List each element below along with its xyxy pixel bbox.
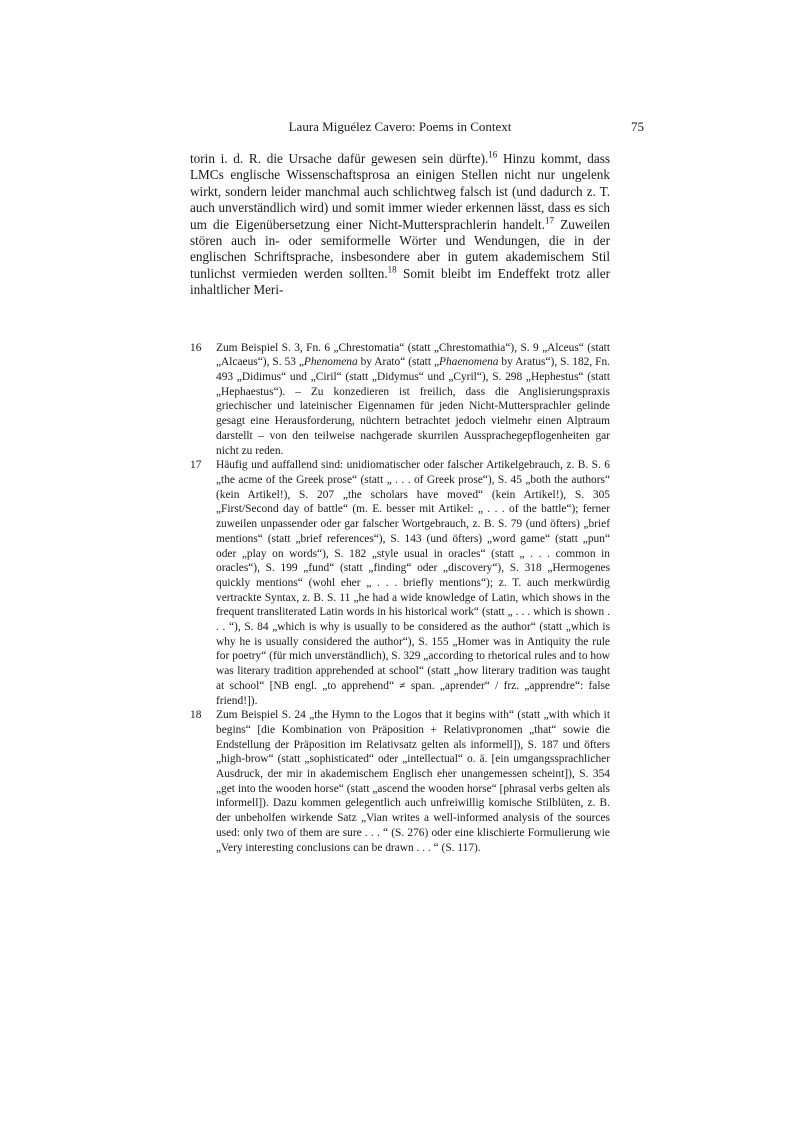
footnote-number: 16 bbox=[190, 341, 202, 354]
text-run: torin i. d. R. die Ursache dafür gewesen sein dürfte). bbox=[190, 151, 489, 166]
footnote-marker: 17 bbox=[545, 215, 554, 226]
footnote-marker: 18 bbox=[387, 264, 397, 275]
italic-text: Phenomena bbox=[303, 356, 358, 369]
text-run: Zum Beispiel S. 3, Fn. 6 „Chrestomatia“ (statt „Chrestomathia“), S. 9 „Alceus“ (statt „Alcaeus“), S. 53 „ bbox=[216, 341, 610, 369]
footnote bbox=[190, 708, 610, 855]
footnote-number: 17 bbox=[190, 459, 202, 472]
text-run: Häufig und auffallend sind: unidiomatischer oder falscher Artikelgebrauch, z. B. S. 6 „the acme of the Greek prose“ (statt „ . . . of Greek prose“), S. 45 „both the authors“ (kein Artikel!), S. 207 „the scholars have moved“ (kein Artikel!), S. 305 „First/Second day of battle“ (m. E. besser mit Artikel: „ . . . of the battle“); ferner zuweilen unpassender oder gar falscher Wortgebrauch, z. B. S. 79 (und öfters) „brief mentions“ (statt „brief references“), S. 143 (und öfters) „word game“ (statt „pun“ oder „play on words“), S. 182 „style usual in oracles“ (statt „ . . . common in oracles“), S. 199 „fund“ (statt „finding“ oder „discovery“), S. 318 „Hermogenes quickly mentions“ (wohl eher „ . . . briefly mentions“); z. T. auch merkwürdig vertrackte Syntax, z. B. S. 11 „he had a wide knowledge of Latin, which shows in the frequent transliterated Latin words in his historical work“ (statt „ . . . which is shown . . . “), S. 84 „which is why is usually to be considered as the author“ (statt „which is why he is usually considered the author“), S. 155 „Homer was in Antiquity the rule for poetry“ (für mich unverständlich), S. 329 „according to rhetorical rules and to how was literary tradition apprehended at school“ (statt „how literary tradition was taught at school“ [NB engl. „to apprehend“ ≠ span. „aprender“ / frz. „apprendre“: false friend!]). bbox=[216, 459, 610, 707]
footnote-text bbox=[216, 458, 610, 708]
footnotes-section bbox=[190, 341, 610, 856]
page-number: 75 bbox=[631, 119, 644, 134]
footnote bbox=[190, 458, 610, 708]
text-run: by Aratus“), S. 182, Fn. 493 „Didimus“ und „Ciril“ (statt „Didymus“ und „Cyril“), S. 298 „Hephestus“ (statt „Hephaestus“). – Zu konzedieren ist freilich, dass die Anglisierungspraxis griechischer und lateinischer Eigennamen für jeden Nicht-Muttersprachler gelinde gesagt eine Herausforderung, nüchtern betrachtet jedoch vielmehr einen Alptraum darstellt – von den teilweise nachgerade skurrilen Aussprachegepflogenheiten gar nicht zu reden. bbox=[216, 356, 610, 457]
text-run: Hinzu kommt, dass LMCs englische Wissenschaftsprosa an einigen Stellen nicht nur ungelenk wirkt, sondern leider manchmal auch schlichtweg falsch ist (und dadurch z. T. auch unverständlich wird) und somit immer wieder erkennen lässt, dass es sich um die Eigenübersetzung einer Nicht-Muttersprachlerin handelt. bbox=[190, 151, 610, 232]
italic-text: Phaenomena bbox=[439, 356, 499, 369]
footnote-text bbox=[216, 341, 610, 459]
page-header bbox=[190, 119, 644, 135]
text-run: Somit bleibt im Endeffekt trotz aller inhaltlicher Meri- bbox=[190, 265, 610, 298]
footnote-text bbox=[216, 708, 610, 855]
text-block bbox=[190, 151, 610, 855]
footnote-number: 18 bbox=[190, 709, 202, 722]
body-paragraph bbox=[190, 151, 610, 299]
text-run: Zum Beispiel S. 24 „the Hymn to the Logos that it begins with“ (statt „with which it begins“ [die Kombination von Präposition + Relativpronomen „that“ sowie die Endstellung der Präposition im Relativsatz gelten als informell]), S. 187 und öfters „high-brow“ (statt „sophisticated“ oder „intellectual“ o. ä. [ein umgangssprachlicher Ausdruck, der mir in akademischem Englisch eher unangemessen scheint]), S. 354 „get into the wooden horse“ (statt „ascend the wooden horse“ [phrasal verbs gelten als informell]). Dazu kommen gelegentlich auch unfreiwillig komische Stilblüten, z. B. der unbeholfen wirkende Satz „Vian writes a well-informed analysis of the sources used: only two of them are sure . . . “ (S. 276) oder eine klischierte Formulierung wie „Very interesting conclusions can be drawn . . . “ (S. 117). bbox=[216, 709, 610, 854]
footnote-marker: 16 bbox=[488, 149, 498, 160]
text-run: by Arato“ (statt „ bbox=[357, 356, 440, 369]
text-run: Zuweilen stören auch in- oder semiformelle Wörter und Wendungen, die in der englischen Schriftsprache, insbesondere aber in gutem akademischem Stil tunlichst vermieden werden sollten. bbox=[190, 216, 610, 281]
running-head-title: Laura Miguélez Cavero: Poems in Context bbox=[288, 119, 512, 134]
footnote bbox=[190, 341, 610, 459]
